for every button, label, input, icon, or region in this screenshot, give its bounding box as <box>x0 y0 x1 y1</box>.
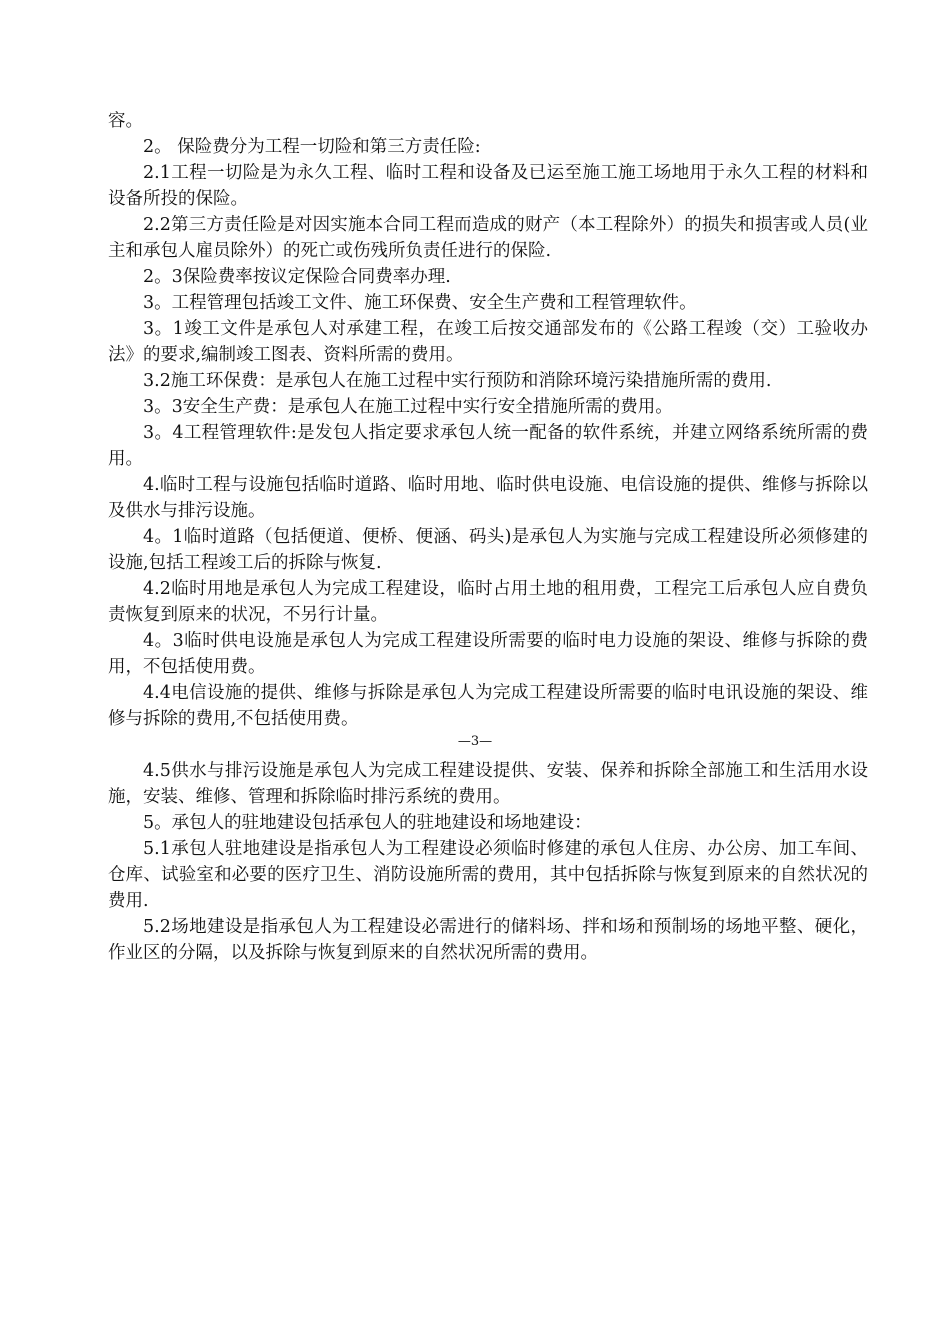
paragraph: 3。3安全生产费：是承包人在施工过程中实行安全措施所需的费用。 <box>143 397 673 417</box>
paragraph: 4。1临时道路（包括便道、便桥、便涵、码头)是承包人为实施与完成工程建设所必须修建的设施,包括工程竣工后的拆除与恢复. <box>108 527 868 573</box>
paragraph: 4.4电信设施的提供、维修与拆除是承包人为完成工程建设所需要的临时电讯设施的架设、维修与拆除的费用,不包括使用费。 <box>108 683 868 729</box>
paragraph: 4.临时工程与设施包括临时道路、临时用地、临时供电设施、电信设施的提供、维修与拆除以及供水与排污设施。 <box>108 475 868 521</box>
paragraph: 容。 <box>108 111 143 131</box>
paragraph: 2.2第三方责任险是对因实施本合同工程而造成的财产（本工程除外）的损失和损害或人员(业主和承包人雇员除外）的死亡或伤残所负责任进行的保险. <box>108 215 868 261</box>
paragraph: 2。3保险费率按议定保险合同费率办理. <box>143 267 451 287</box>
text-block-top <box>108 108 868 732</box>
paragraph: 3。4工程管理软件:是发包人指定要求承包人统一配备的软件系统，并建立网络系统所需的费用。 <box>108 423 868 469</box>
paragraph: 5.1承包人驻地建设是指承包人为工程建设必须临时修建的承包人住房、办公房、加工车间、仓库、试验室和必要的医疗卫生、消防设施所需的费用，其中包括拆除与恢复到原来的自然状况的费用. <box>108 839 868 911</box>
page-number: —3— <box>457 734 493 749</box>
paragraph: 3。工程管理包括竣工文件、施工环保费、安全生产费和工程管理软件。 <box>143 293 697 313</box>
paragraph: 5。承包人的驻地建设包括承包人的驻地建设和场地建设： <box>143 813 592 833</box>
paragraph: 2。 保险费分为工程一切险和第三方责任险: <box>143 137 481 157</box>
paragraph: 4.2临时用地是承包人为完成工程建设，临时占用土地的租用费，工程完工后承包人应自费负责恢复到原来的状况，不另行计量。 <box>108 579 868 625</box>
paragraph: 5.2场地建设是指承包人为工程建设必需进行的储料场、拌和场和预制场的场地平整、硬化，作业区的分隔，以及拆除与恢复到原来的自然状况所需的费用。 <box>108 917 868 963</box>
paragraph: 3。1竣工文件是承包人对承建工程，在竣工后按交通部发布的《公路工程竣（交）工验收办法》的要求,编制竣工图表、资料所需的费用。 <box>108 319 868 365</box>
paragraph: 2.1工程一切险是为永久工程、临时工程和设备及已运至施工施工场地用于永久工程的材料和设备所投的保险。 <box>108 163 868 209</box>
paragraph: 4.5供水与排污设施是承包人为完成工程建设提供、安装、保养和拆除全部施工和生活用水设施，安装、维修、管理和拆除临时排污系统的费用。 <box>108 761 868 807</box>
paragraph: 3.2施工环保费：是承包人在施工过程中实行预防和消除环境污染措施所需的费用. <box>143 371 772 391</box>
text-block-bottom <box>108 758 868 966</box>
paragraph: 4。3临时供电设施是承包人为完成工程建设所需要的临时电力设施的架设、维修与拆除的费用，不包括使用费。 <box>108 631 868 677</box>
